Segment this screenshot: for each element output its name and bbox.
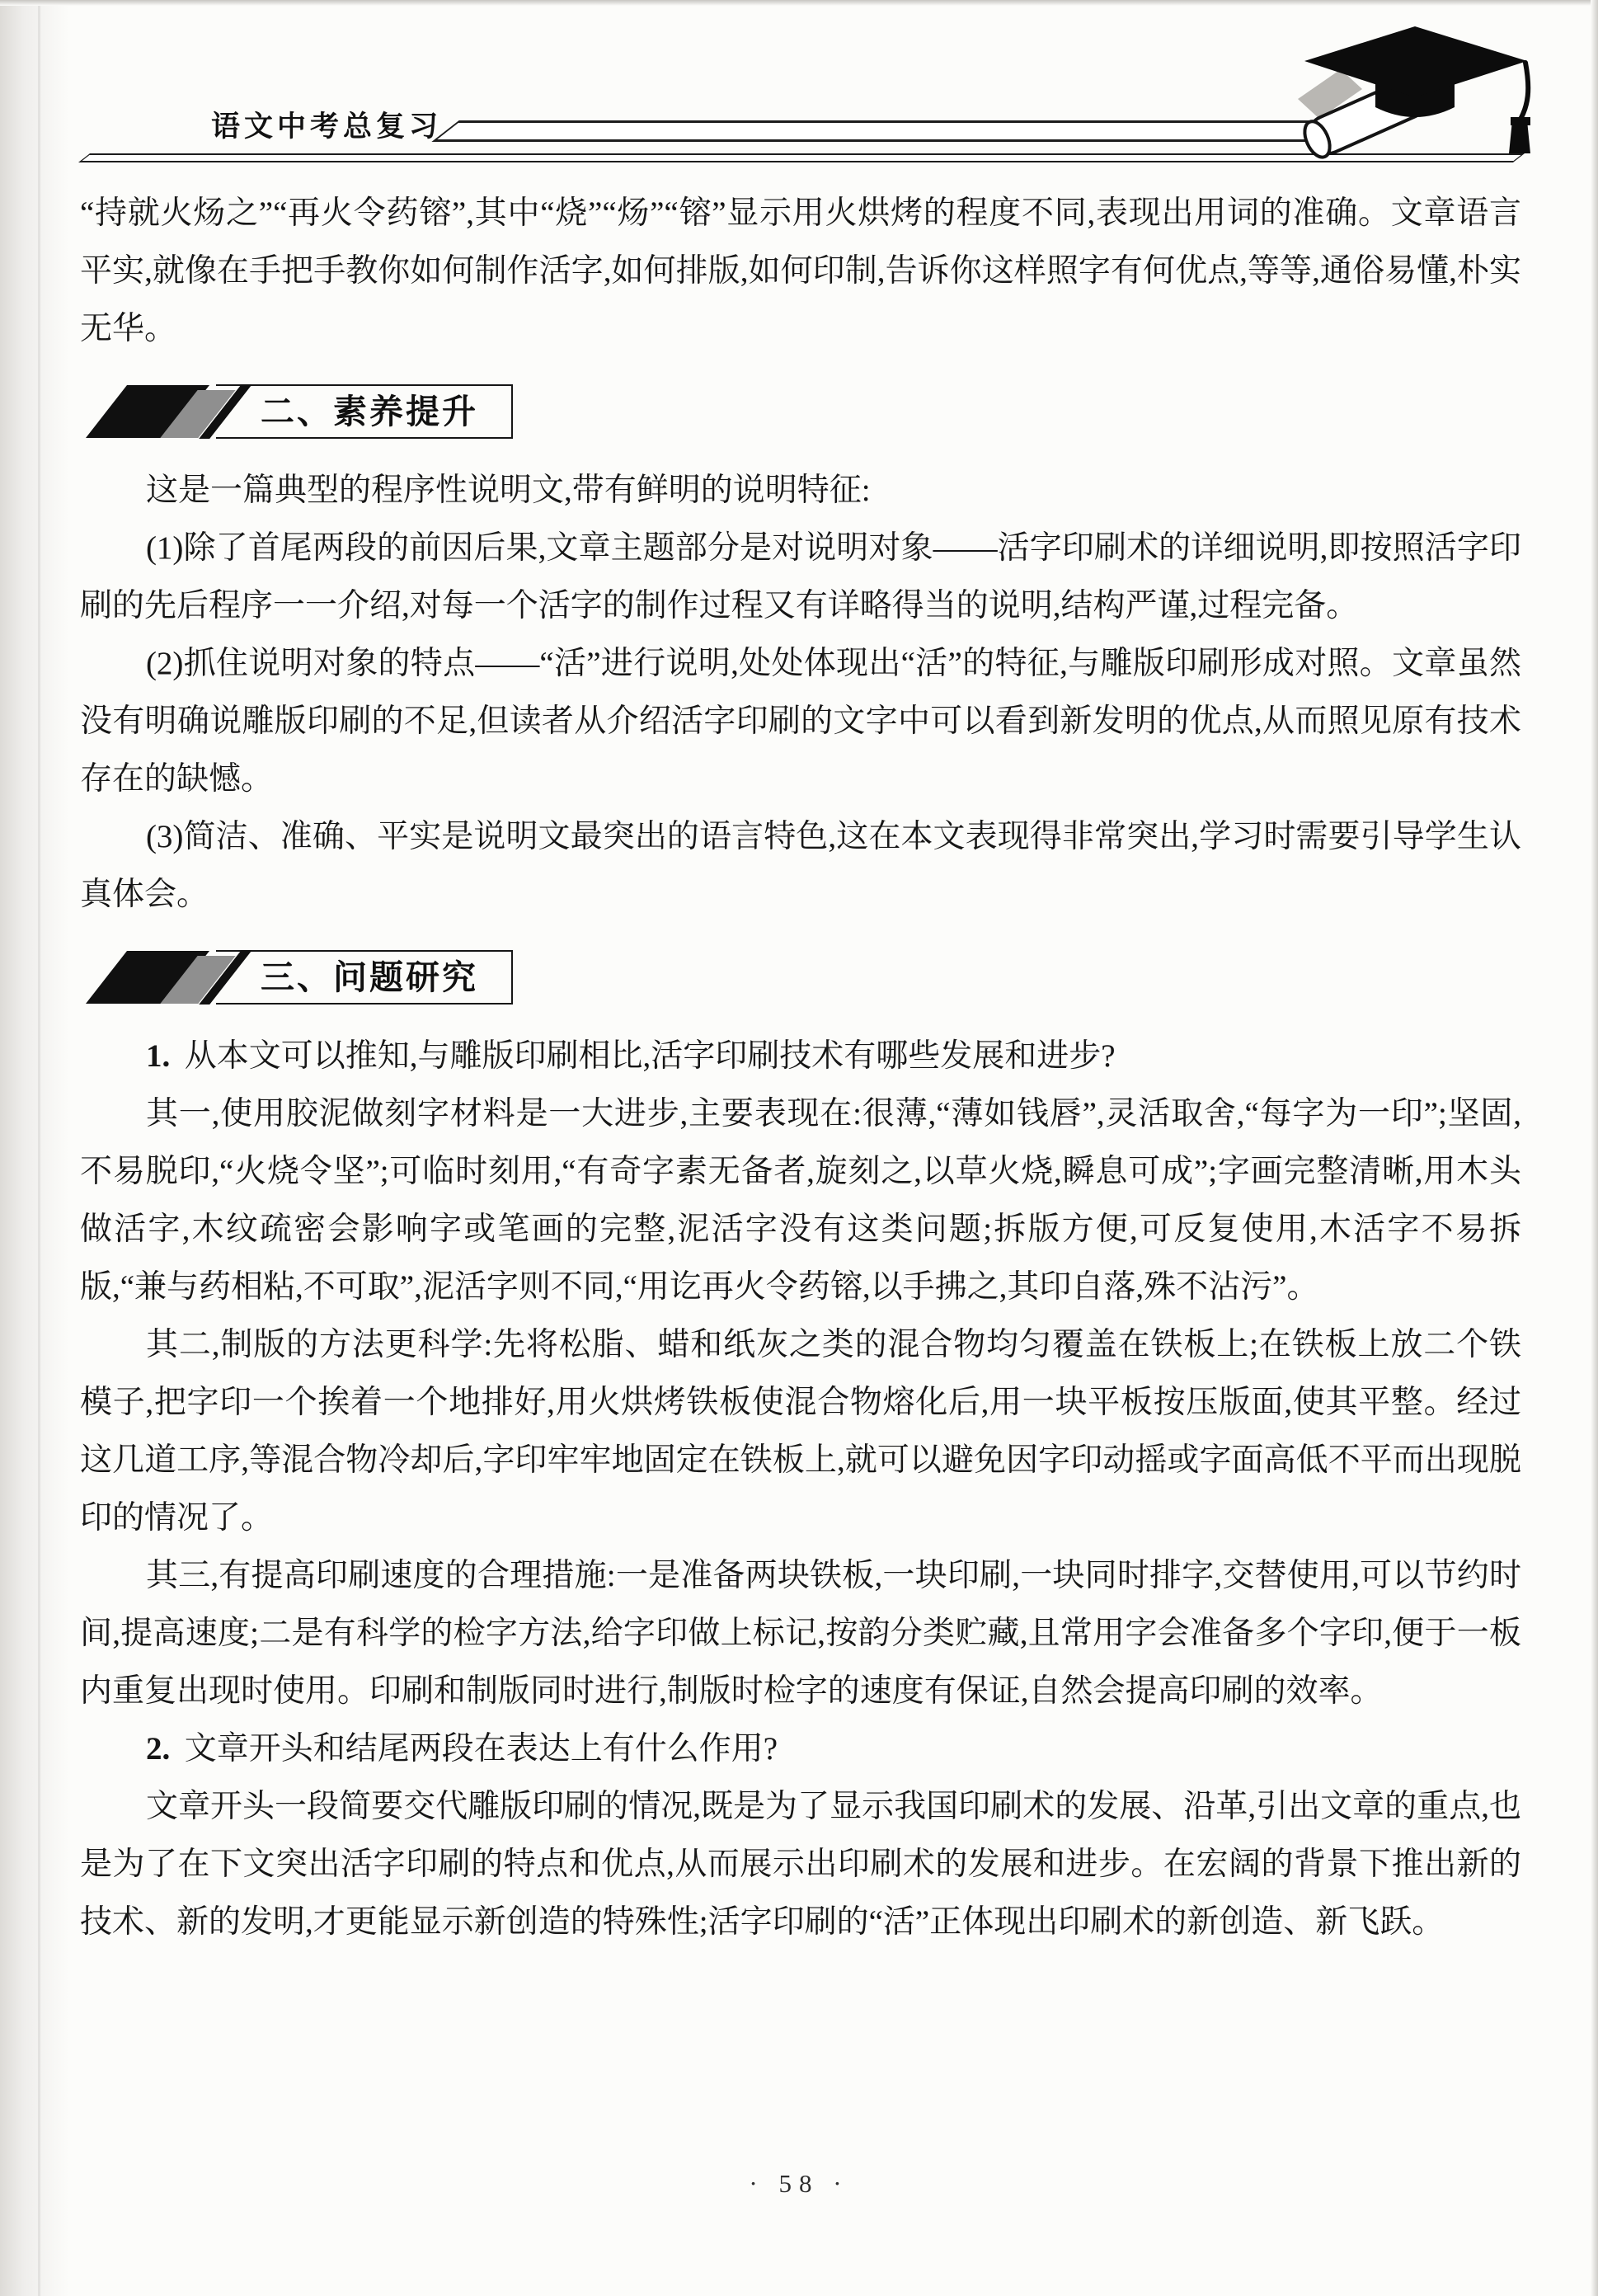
section-title: 三、问题研究 [261, 958, 478, 996]
section-header-questions [82, 948, 1521, 1008]
answer-paragraph: 其二,制版的方法更科学:先将松脂、蜡和纸灰之类的混合物均匀覆盖在铁板上;在铁板上放二个铁模子,把字印一个挨着一个地排好,用火烘烤铁板使混合物熔化后,用一块平板按压版面,使其平整。经过这几道工序,等混合物冷却后,字印牢牢地固定在铁板上,就可以避免因字印动摇或字面高低不平而出现脱印的情况了。 [80, 1327, 1521, 1536]
question-number: 1. [145, 1038, 171, 1074]
answer-paragraph: 其一,使用胶泥做刻字材料是一大进步,主要表现在:很薄,“薄如钱唇”,灵活取舍,“每字为一印”;坚固,不易脱印,“火烧令坚”;可临时刻用,“有奇字素无备者,旋刻之,以草火烧,瞬息可成”;字画完整清晰,用木头做活字,木纹疏密会影响字或笔画的完整,泥活字没有这类问题;拆版方便,可反复使用,木活字不易拆版,“兼与药相粘,不可取”,泥活字则不同,“用讫再火令药镕,以手拂之,其印自落,殊不沾污”。 [80, 1096, 1521, 1305]
question-paragraph [80, 1028, 1521, 1085]
question-text: 从本文可以推知,与雕版印刷相比,活字印刷技术有哪些发展和进步? [184, 1038, 1116, 1074]
question-number: 2. [145, 1731, 171, 1767]
page-header [0, 0, 1598, 198]
paragraph-opening: “持就火炀之”“再火令药镕”,其中“烧”“炀”“镕”显示用火烘烤的程度不同,表现出用词的准确。文章语言平实,就像在手把手教你如何制作活字,如何排版,如何印制,告诉你这样照字有何优点,等等,通俗易懂,朴实无华。 [80, 195, 1521, 346]
answer-paragraph: 文章开头一段简要交代雕版印刷的情况,既是为了显示我国印刷术的发展、沿革,引出文章的重点,也是为了在下文突出活字印刷的特点和优点,从而展示出印刷术的发展和进步。在宏阔的背景下推出新的技术、新的发明,才更能显示新创造的特殊性;活字印刷的“活”正体现出印刷术的新创造、新飞跃。 [80, 1789, 1521, 1940]
section-title-box [216, 950, 513, 1004]
section-title: 二、素养提升 [261, 393, 478, 430]
scan-fold-crease [38, 0, 40, 2296]
graduation-cap-icon [1283, 20, 1547, 176]
page-number: · 58 · [749, 2169, 849, 2198]
scan-edge-left [0, 0, 69, 2296]
page-footer [0, 2169, 1598, 2199]
answer-paragraph: 其三,有提高印刷速度的合理措施:一是准备两块铁板,一块印刷,一块同时排字,交替使用,可以节约时间,提高速度;二是有科学的检字方法,给字印做上标记,按韵分类贮藏,且常用字会准备多个字印,便于一板内重复出现时使用。印刷和制版同时进行,制版时检字的速度有保证,自然会提高印刷的效率。 [80, 1558, 1521, 1709]
header-banner-upper [431, 120, 1349, 142]
book-title: 语文中考总复习 [211, 111, 443, 143]
scan-edge-right [1591, 0, 1598, 2296]
question-text: 文章开头和结尾两段在表达上有什么作用? [184, 1731, 778, 1767]
page-content [80, 185, 1521, 1951]
question-paragraph [80, 1720, 1521, 1778]
paragraph: (3)简洁、准确、平实是说明文最突出的语言特色,这在本文表现得非常突出,学习时需要引导学生认真体会。 [80, 819, 1521, 912]
paragraph: (2)抓住说明对象的特点——“活”进行说明,处处体现出“活”的特征,与雕版印刷形成对照。文章虽然没有明确说雕版印刷的不足,但读者从介绍活字印刷的文字中可以看到新发明的优点,从而照见原有技术存在的缺憾。 [80, 646, 1521, 797]
section-title-box [216, 384, 513, 439]
paragraph: (1)除了首尾两段的前因后果,文章主题部分是对说明对象——活字印刷术的详细说明,即按照活字印刷的先后程序一一介绍,对每一个活字的制作过程又有详略得当的说明,结构严谨,过程完备。 [80, 530, 1521, 623]
section-header-literacy [82, 383, 1521, 442]
paragraph: 这是一篇典型的程序性说明文,带有鲜明的说明特征: [145, 473, 871, 508]
